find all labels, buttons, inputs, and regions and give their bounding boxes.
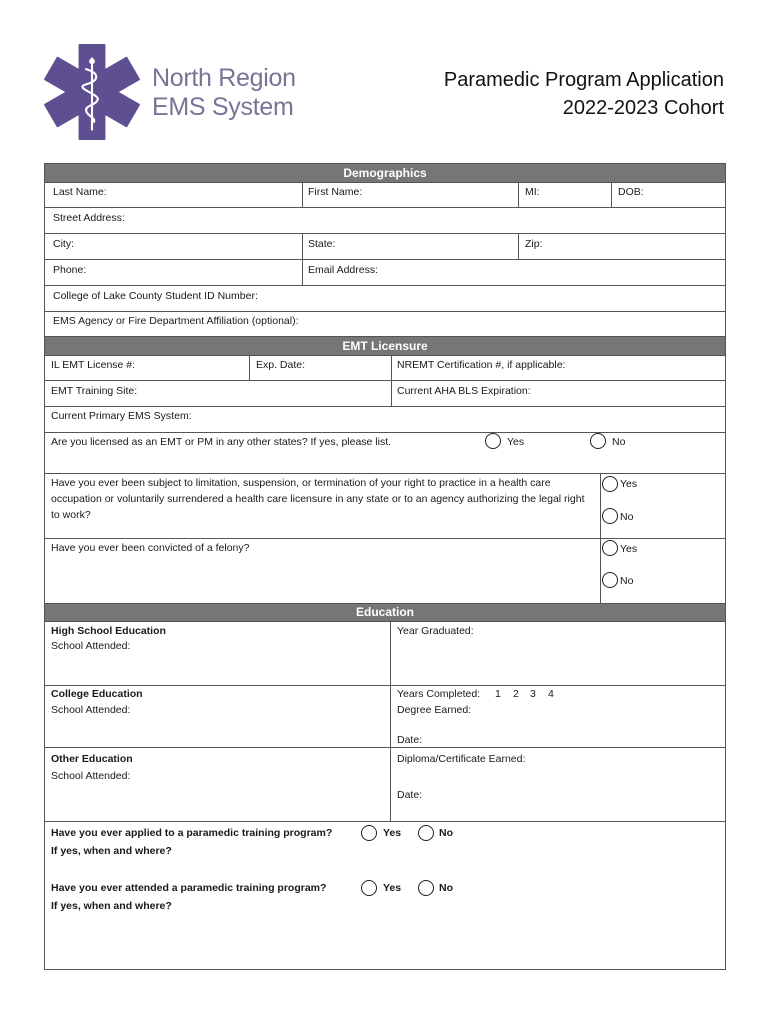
felony-no-label: No bbox=[620, 575, 634, 587]
applied-yes-label: Yes bbox=[383, 827, 402, 839]
year-option-1[interactable]: 1 bbox=[495, 688, 501, 700]
aha-bls-expiration-field[interactable]: Current AHA BLS Expiration: bbox=[397, 385, 531, 397]
applied-no-label: No bbox=[439, 827, 453, 839]
organization-name: North Region EMS System bbox=[152, 64, 296, 121]
nremt-certification-field[interactable]: NREMT Certification #, if applicable: bbox=[397, 359, 566, 371]
hs-school-attended-field[interactable]: School Attended: bbox=[51, 640, 131, 652]
application-form bbox=[44, 163, 726, 970]
zip-field[interactable]: Zip: bbox=[525, 238, 543, 250]
high-school-title: High School Education bbox=[51, 625, 166, 637]
college-date-field[interactable]: Date: bbox=[397, 734, 423, 746]
limitation-no-label: No bbox=[620, 511, 634, 523]
felony-yes-radio[interactable] bbox=[602, 540, 618, 556]
other-education-title: Other Education bbox=[51, 753, 133, 765]
state-field[interactable]: State: bbox=[308, 238, 336, 250]
year-option-2[interactable]: 2 bbox=[513, 688, 519, 700]
other-states-no-radio[interactable] bbox=[590, 433, 606, 449]
degree-earned-field[interactable]: Degree Earned: bbox=[397, 704, 472, 716]
phone-field[interactable]: Phone: bbox=[53, 264, 87, 276]
city-field[interactable]: City: bbox=[53, 238, 74, 250]
attended-no-radio[interactable] bbox=[418, 880, 434, 896]
star-of-life-logo bbox=[44, 44, 140, 140]
year-option-3[interactable]: 3 bbox=[530, 688, 536, 700]
other-school-attended-field[interactable]: School Attended: bbox=[51, 770, 131, 782]
il-emt-license-field[interactable]: IL EMT License #: bbox=[51, 359, 136, 371]
document-title: Paramedic Program Application 2022-2023 Cohort bbox=[443, 69, 724, 119]
limitation-yes-radio[interactable] bbox=[602, 476, 618, 492]
felony-yes-label: Yes bbox=[620, 543, 638, 555]
college-school-attended-field[interactable]: School Attended: bbox=[51, 704, 131, 716]
emt-training-site-field[interactable]: EMT Training Site: bbox=[51, 385, 138, 397]
agency-affiliation-field[interactable]: EMS Agency or Fire Department Affiliation (optional): bbox=[53, 315, 299, 327]
applied-details-field[interactable]: If yes, when and where? bbox=[51, 845, 172, 857]
diploma-certificate-field[interactable]: Diploma/Certificate Earned: bbox=[397, 753, 526, 765]
email-field[interactable]: Email Address: bbox=[308, 264, 379, 276]
last-name-field[interactable]: Last Name: bbox=[53, 186, 107, 198]
first-name-field[interactable]: First Name: bbox=[308, 186, 363, 198]
primary-ems-system-field[interactable]: Current Primary EMS System: bbox=[51, 410, 192, 422]
education-heading: Education bbox=[45, 603, 725, 621]
other-states-yes-label: Yes bbox=[507, 436, 525, 448]
year-option-4[interactable]: 4 bbox=[548, 688, 554, 700]
college-title: College Education bbox=[51, 688, 143, 700]
other-date-field[interactable]: Date: bbox=[397, 789, 423, 801]
applied-no-radio[interactable] bbox=[418, 825, 434, 841]
limitation-yes-label: Yes bbox=[620, 478, 638, 490]
student-id-field[interactable]: College of Lake County Student ID Number: bbox=[53, 290, 258, 302]
attended-program-question: Have you ever attended a paramedic training program? bbox=[51, 882, 327, 894]
attended-details-field[interactable]: If yes, when and where? bbox=[51, 900, 172, 912]
felony-no-radio[interactable] bbox=[602, 572, 618, 588]
years-completed-label: Years Completed: bbox=[397, 688, 481, 700]
attended-no-label: No bbox=[439, 882, 453, 894]
attended-yes-label: Yes bbox=[383, 882, 402, 894]
license-exp-date-field[interactable]: Exp. Date: bbox=[256, 359, 306, 371]
dob-field[interactable]: DOB: bbox=[618, 186, 644, 198]
attended-yes-radio[interactable] bbox=[361, 880, 377, 896]
other-states-question: Are you licensed as an EMT or PM in any other states? If yes, please list. bbox=[51, 436, 392, 448]
limitation-no-radio[interactable] bbox=[602, 508, 618, 524]
applied-yes-radio[interactable] bbox=[361, 825, 377, 841]
street-address-field[interactable]: Street Address: bbox=[53, 212, 125, 224]
limitation-question: Have you ever been subject to limitation, suspension, or termination of your right to practice in a health care occupation or voluntarily surrendered a health care licensure in any state or to an agency authorizing the legal right to work? bbox=[51, 477, 585, 521]
licensure-heading: EMT Licensure bbox=[45, 337, 725, 355]
felony-question: Have you ever been convicted of a felony? bbox=[51, 542, 250, 554]
applied-program-question: Have you ever applied to a paramedic training program? bbox=[51, 827, 333, 839]
demographics-heading: Demographics bbox=[45, 164, 725, 182]
year-graduated-field[interactable]: Year Graduated: bbox=[397, 625, 474, 637]
other-states-yes-radio[interactable] bbox=[485, 433, 501, 449]
middle-initial-field[interactable]: MI: bbox=[525, 186, 540, 198]
other-states-no-label: No bbox=[612, 436, 626, 448]
